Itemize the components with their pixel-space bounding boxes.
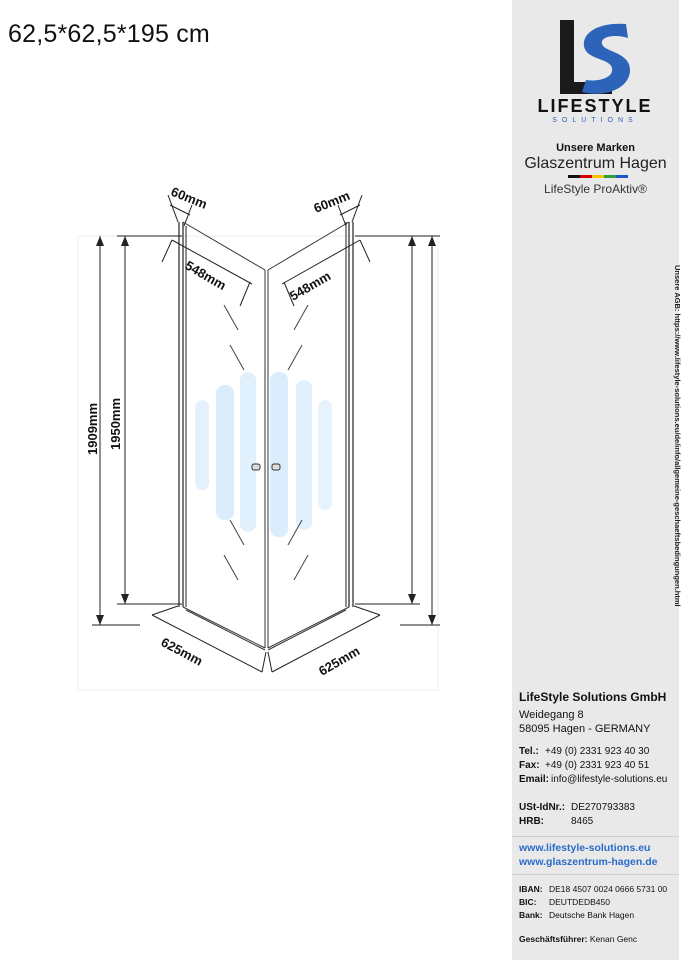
glass-reflection — [195, 372, 332, 537]
contact-tel: Tel.: +49 (0) 2331 923 40 30 — [519, 746, 650, 757]
website-lifestyle[interactable]: www.lifestyle-solutions.eu — [519, 842, 651, 854]
hinge-marks — [224, 305, 308, 580]
color-flag — [568, 175, 628, 178]
logo-sub-text: SOLUTIONS — [552, 117, 638, 124]
label-548mm-right: 548mm — [287, 268, 334, 304]
label-625mm-right: 625mm — [316, 643, 363, 679]
brand-proaktiv: LifeStyle ProAktiv® — [544, 182, 647, 196]
flag-stripe — [592, 175, 604, 178]
agb-link[interactable]: Unsere AGB: https://www.lifestyle-solutions.eu/de/info/allgemeine-geschaeftsbedingungen.html — [673, 265, 682, 607]
company-name: LifeStyle Solutions GmbH — [519, 690, 667, 704]
managing-director: Geschäftsführer: Kenan Genc — [519, 934, 638, 944]
bank-bic: BIC: DEUTDEDB450 — [519, 897, 610, 907]
brand-glaszentrum: Glaszentrum Hagen — [524, 155, 667, 172]
contact-email[interactable]: Email: info@lifestyle-solutions.eu — [519, 774, 668, 785]
dimension-arrows — [96, 236, 436, 625]
sidebar — [512, 0, 682, 960]
brands-title: Unsere Marken — [556, 142, 635, 154]
company-city: 58095 Hagen - GERMANY — [519, 723, 651, 735]
label-1950mm: 1950mm — [108, 397, 123, 450]
company-street: Weidegang 8 — [519, 709, 584, 721]
label-1909mm: 1909mm — [85, 402, 100, 455]
tax-ustid: USt-IdNr.: DE270793383 — [519, 802, 635, 813]
page-title: 62,5*62,5*195 cm — [8, 20, 210, 48]
label-625mm-left: 625mm — [158, 634, 206, 669]
logo-main-text: LIFESTYLE — [537, 96, 653, 116]
flag-stripe — [568, 175, 580, 178]
right-wall-profile — [346, 222, 353, 607]
door-handles — [252, 464, 280, 470]
flag-stripe — [580, 175, 592, 178]
label-60mm-left: 60mm — [168, 183, 210, 212]
flag-stripe — [604, 175, 616, 178]
bank-iban: IBAN: DE18 4507 0024 0666 5731 00 — [519, 884, 668, 894]
website-glaszentrum[interactable]: www.glaszentrum-hagen.de — [519, 856, 658, 868]
flag-stripe — [616, 175, 628, 178]
company-address — [519, 690, 666, 736]
label-60mm-right: 60mm — [311, 187, 352, 216]
tax-hrb: HRB: 8465 — [519, 816, 594, 827]
contact-fax: Fax: +49 (0) 2331 923 40 51 — [519, 760, 650, 771]
left-wall-profile — [179, 222, 186, 607]
lifestyle-logo — [512, 0, 679, 130]
label-548mm-left: 548mm — [182, 257, 229, 294]
drawing-frame — [78, 236, 438, 690]
dimension-lines — [92, 195, 440, 672]
bank-name: Bank: Deutsche Bank Hagen — [519, 910, 635, 920]
